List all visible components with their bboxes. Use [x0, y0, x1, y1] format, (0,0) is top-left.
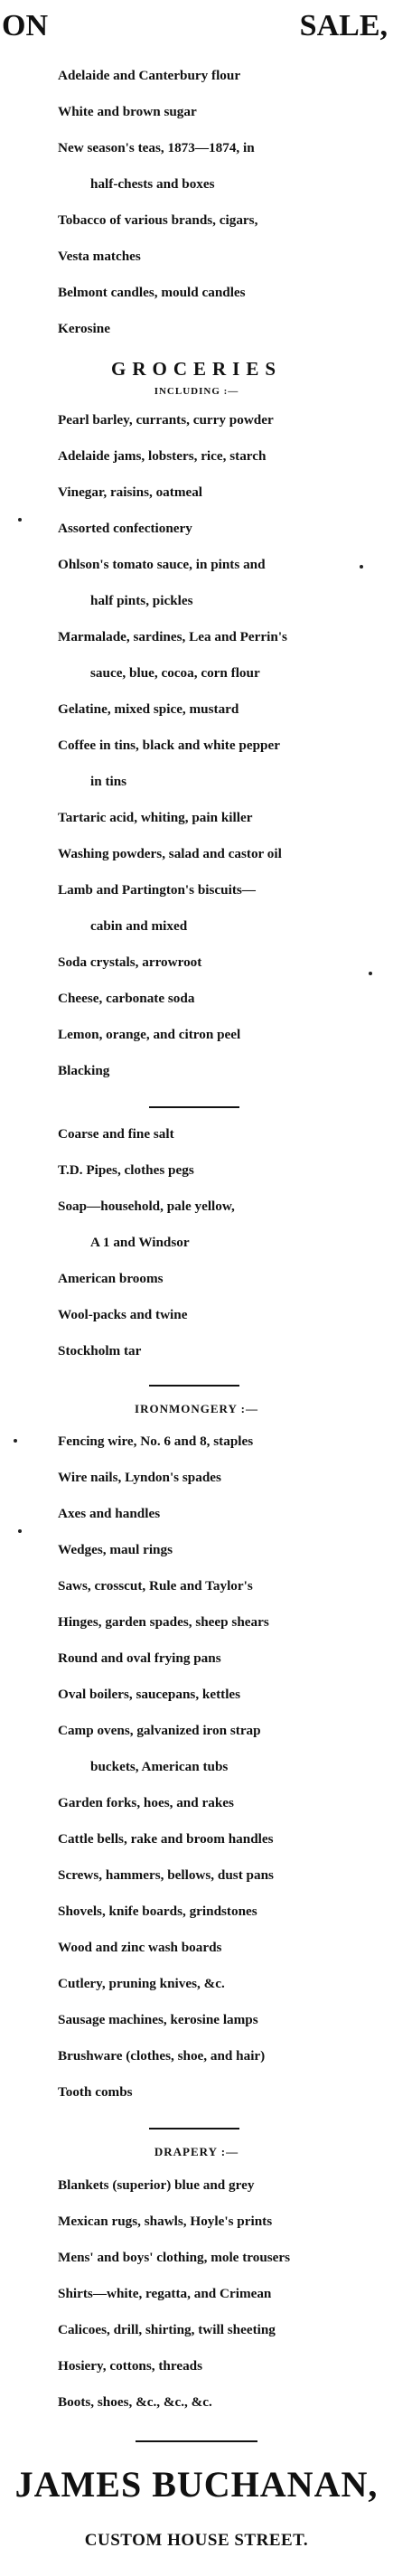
ink-speck — [369, 972, 372, 975]
groceries-item: Ohlson's tomato sauce, in pints and — [58, 557, 266, 572]
groceries-item: Assorted confectionery — [58, 521, 192, 536]
ink-speck — [360, 565, 363, 569]
groceries-item: in tins — [90, 774, 127, 789]
groceries-item: Washing powders, salad and castor oil — [58, 846, 282, 861]
groceries-item: cabin and mixed — [90, 918, 188, 934]
ink-speck — [18, 1529, 22, 1533]
footer-divider — [136, 2440, 257, 2442]
ironmongery-item: Shovels, knife boards, grindstones — [58, 1904, 257, 1919]
heading-word-on: ON — [2, 9, 48, 42]
groceries-item: Cheese, carbonate soda — [58, 991, 195, 1006]
groceries-item: Adelaide jams, lobsters, rice, starch — [58, 448, 267, 464]
ironmongery-item: Axes and handles — [58, 1506, 161, 1521]
ironmongery-item: buckets, American tubs — [90, 1759, 229, 1774]
groceries-item: Coffee in tins, black and white pepper — [58, 738, 280, 753]
ironmongery-item: Garden forks, hoes, and rakes — [58, 1795, 234, 1810]
sundry-item: Stockholm tar — [58, 1343, 142, 1359]
drapery-item: Blankets (superior) blue and grey — [58, 2177, 255, 2193]
drapery-title: DRAPERY :— — [154, 2145, 239, 2158]
groceries-item: Lamb and Partington's biscuits— — [58, 882, 256, 898]
groceries-item: Gelatine, mixed spice, mustard — [58, 701, 239, 717]
ironmongery-item: Brushware (clothes, shoe, and hair) — [58, 2048, 266, 2064]
merchant-name: JAMES BUCHANAN, — [14, 2464, 379, 2505]
ironmongery-item: Wedges, maul rings — [58, 1542, 173, 1557]
groceries-item: sauce, blue, cocoa, corn flour — [90, 665, 260, 681]
drapery-item: Mens' and boys' clothing, mole trousers — [58, 2250, 291, 2265]
groceries-item: Pearl barley, currants, curry powder — [58, 412, 274, 428]
groceries-item: Blacking — [58, 1063, 110, 1078]
general-item: New season's teas, 1873—1874, in — [58, 140, 255, 155]
drapery-item: Mexican rugs, shawls, Hoyle's prints — [58, 2214, 273, 2229]
general-item: White and brown sugar — [58, 104, 197, 119]
ironmongery-item: Saws, crosscut, Rule and Taylor's — [58, 1578, 253, 1594]
groceries-item: Lemon, orange, and citron peel — [58, 1027, 241, 1042]
heading-word-sale: SALE, — [299, 9, 388, 42]
groceries-item: half pints, pickles — [90, 593, 193, 608]
general-item: Kerosine — [58, 321, 110, 336]
section-divider — [149, 1106, 239, 1108]
general-item: Belmont candles, mould candles — [58, 285, 246, 300]
general-item: Vesta matches — [58, 249, 141, 264]
groceries-title: GROCERIES — [110, 358, 283, 380]
ink-speck — [14, 1439, 17, 1443]
ironmongery-item: Cutlery, pruning knives, &c. — [58, 1976, 225, 1991]
sundry-item: T.D. Pipes, clothes pegs — [58, 1162, 194, 1178]
ironmongery-item: Tooth combs — [58, 2084, 133, 2100]
ironmongery-item: Fencing wire, No. 6 and 8, staples — [58, 1434, 254, 1449]
general-item: Adelaide and Canterbury flour — [58, 68, 241, 83]
ink-speck — [18, 518, 22, 522]
sundry-item: Wool-packs and twine — [58, 1307, 188, 1322]
sundry-item: American brooms — [58, 1271, 164, 1286]
drapery-item: Shirts—white, regatta, and Crimean — [58, 2286, 272, 2301]
ironmongery-item: Oval boilers, saucepans, kettles — [58, 1687, 241, 1702]
drapery-item: Boots, shoes, &c., &c., &c. — [58, 2394, 212, 2410]
section-divider — [149, 2128, 239, 2129]
sundry-item: A 1 and Windsor — [90, 1235, 190, 1250]
groceries-subtitle: INCLUDING :— — [154, 386, 239, 397]
section-divider — [149, 1385, 239, 1387]
ironmongery-item: Round and oval frying pans — [58, 1650, 221, 1666]
general-item: Tobacco of various brands, cigars, — [58, 212, 258, 228]
ironmongery-item: Camp ovens, galvanized iron strap — [58, 1723, 261, 1738]
ironmongery-item: Wood and zinc wash boards — [58, 1940, 222, 1955]
heading — [0, 9, 393, 45]
sundry-item: Coarse and fine salt — [58, 1126, 174, 1142]
sundry-item: Soap—household, pale yellow, — [58, 1199, 235, 1214]
merchant-address: CUSTOM HOUSE STREET. — [84, 2531, 309, 2550]
ironmongery-title: IRONMONGERY :— — [135, 1402, 258, 1415]
ironmongery-item: Cattle bells, rake and broom handles — [58, 1831, 274, 1847]
drapery-item: Hosiery, cottons, threads — [58, 2358, 203, 2374]
groceries-item: Tartaric acid, whiting, pain killer — [58, 810, 253, 825]
ironmongery-item: Sausage machines, kerosine lamps — [58, 2012, 258, 2027]
ironmongery-item: Screws, hammers, bellows, dust pans — [58, 1867, 274, 1883]
drapery-item: Calicoes, drill, shirting, twill sheeting — [58, 2322, 276, 2337]
ironmongery-item: Hinges, garden spades, sheep shears — [58, 1614, 269, 1630]
groceries-item: Marmalade, sardines, Lea and Perrin's — [58, 629, 287, 644]
groceries-item: Soda crystals, arrowroot — [58, 954, 202, 970]
ironmongery-item: Wire nails, Lyndon's spades — [58, 1470, 221, 1485]
general-item: half-chests and boxes — [90, 176, 215, 192]
groceries-item: Vinegar, raisins, oatmeal — [58, 484, 203, 500]
